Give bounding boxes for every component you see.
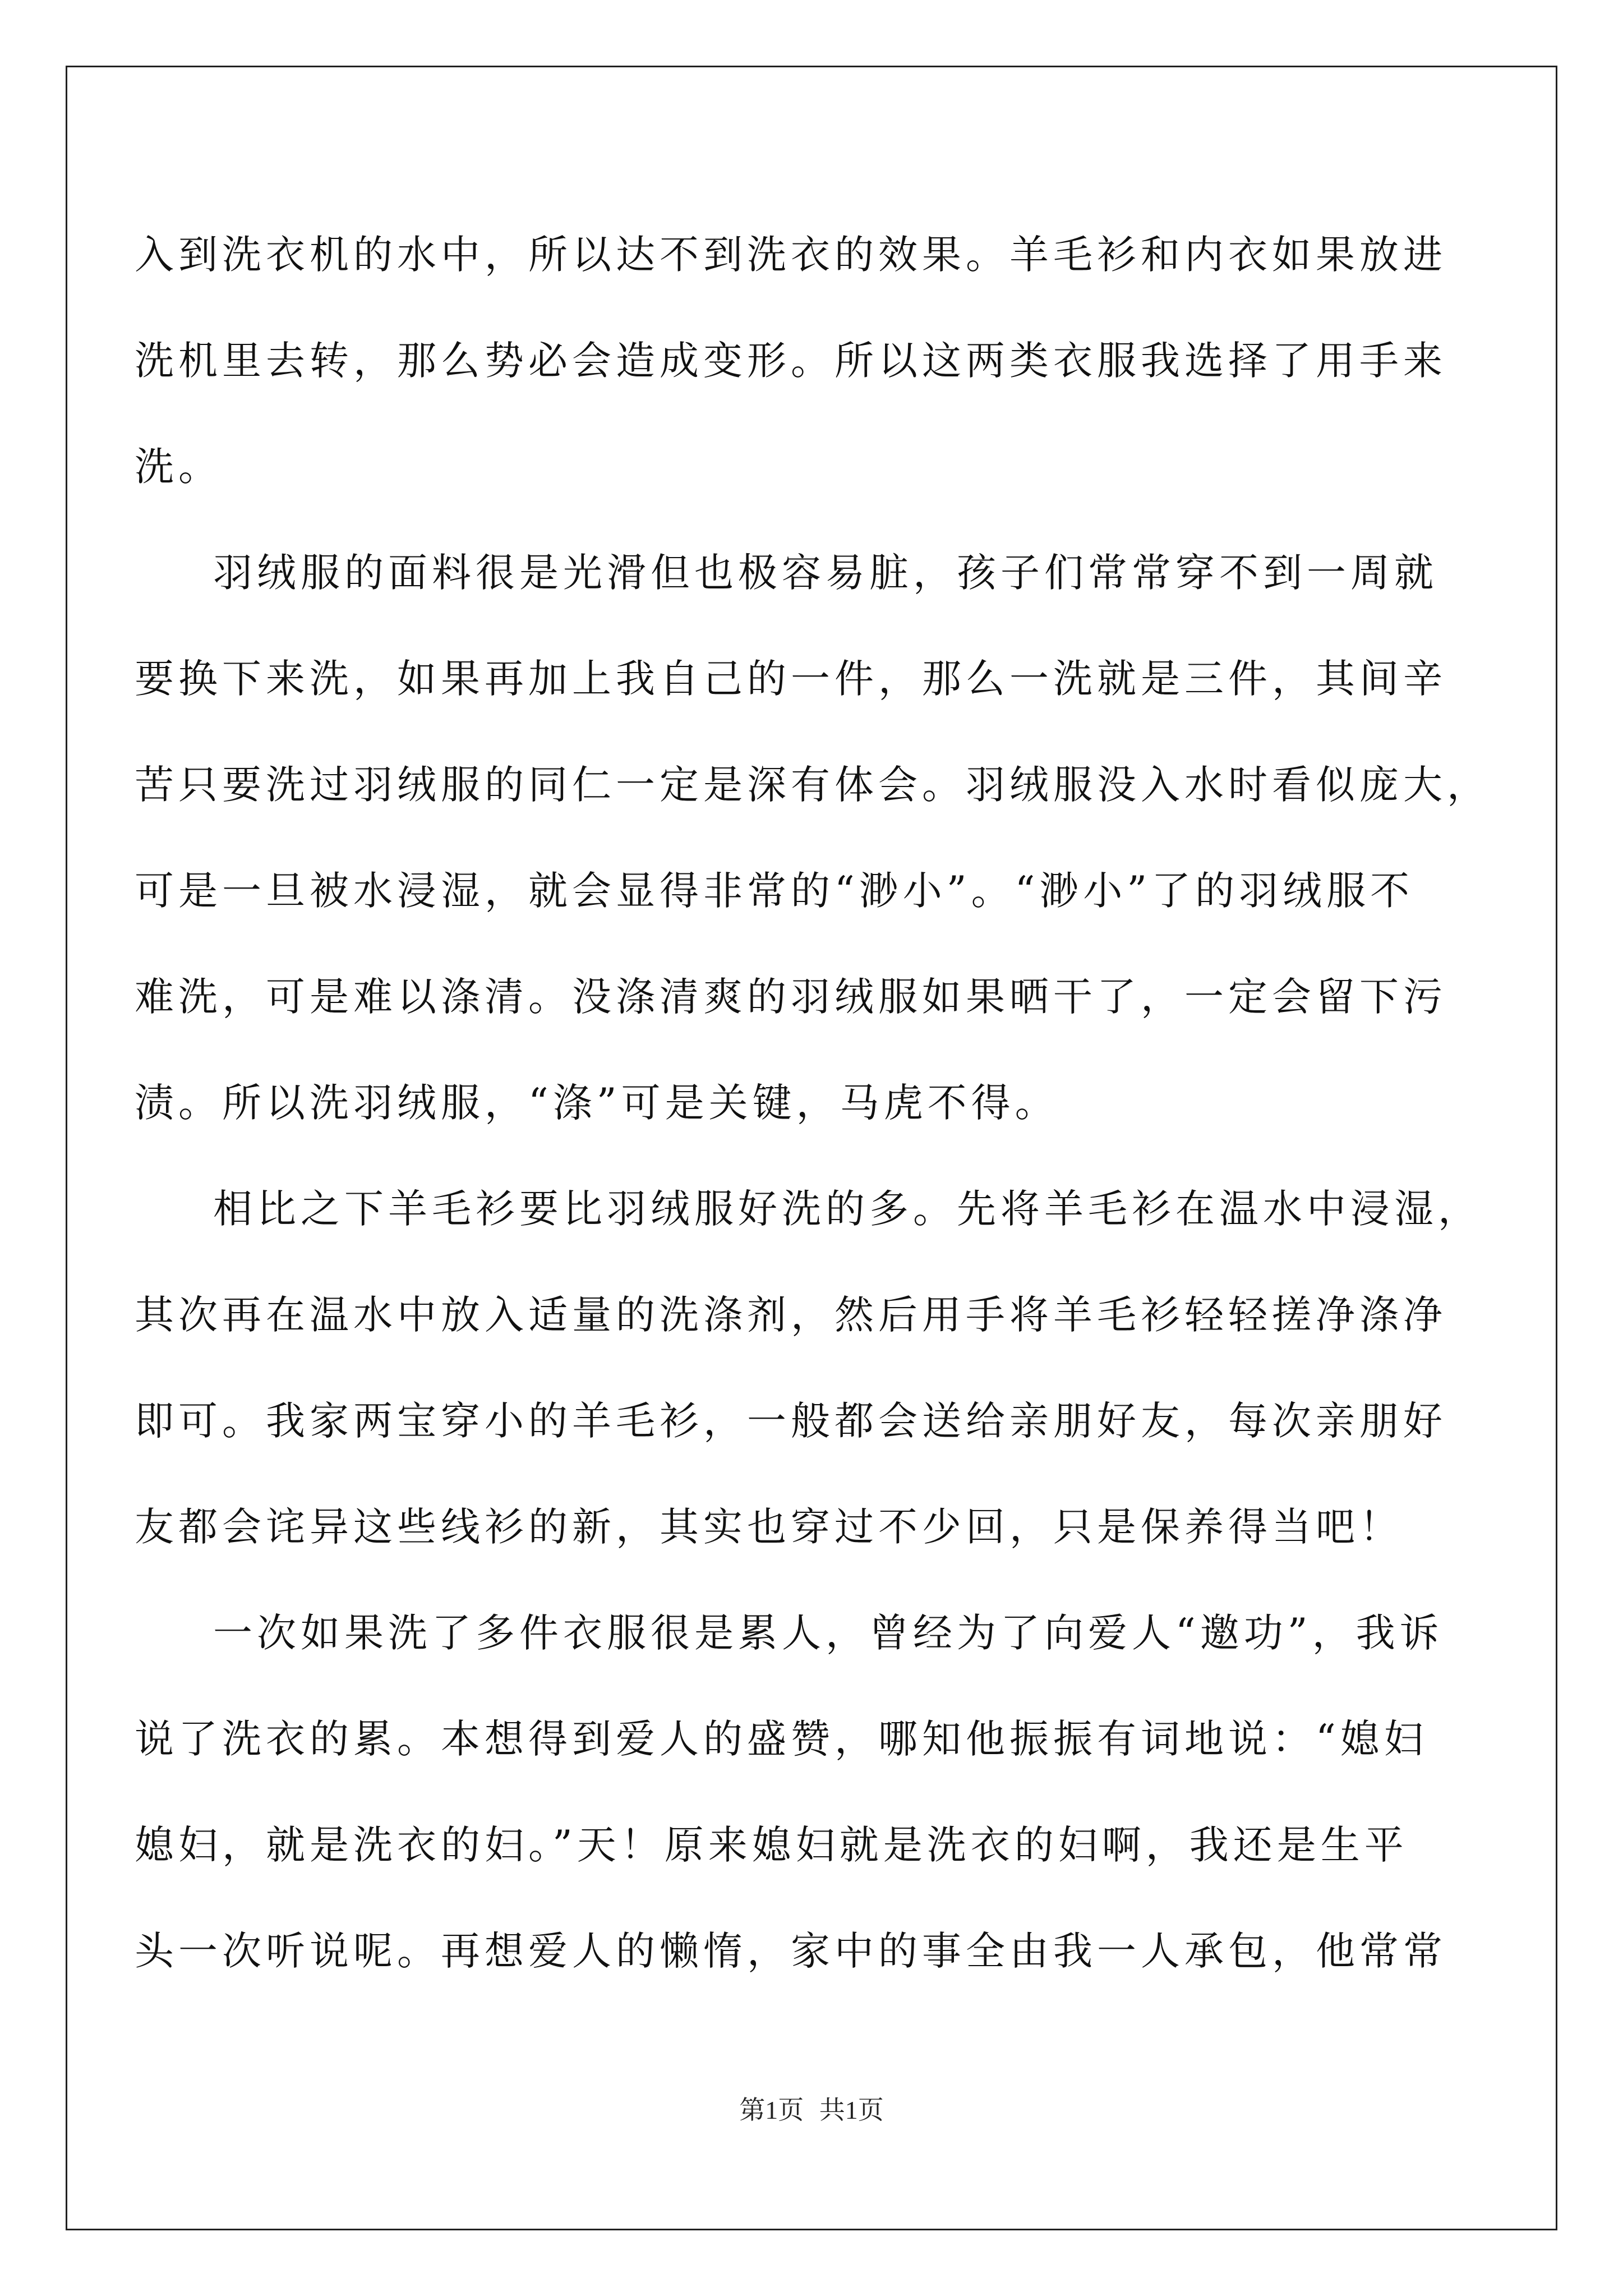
text-line: 媳妇，就是洗衣的妇。”天！原来媳妇就是洗衣的妇啊，我还是生平	[135, 1822, 1408, 1868]
paragraph-first-line: 相比之下羊毛衫要比羽绒服好洗的多。先将羊毛衫在温水中浸湿，	[213, 1186, 1482, 1232]
page-footer	[0, 2090, 1623, 2127]
page-total: 共1页	[819, 2096, 884, 2124]
text-line: 洗。	[135, 444, 222, 490]
text-line: 头一次听说呢。再想爱人的懒惰，家中的事全由我一人承包，他常常	[135, 1928, 1447, 1974]
text-line: 洗机里去转，那么势必会造成变形。所以这两类衣服我选择了用手来	[135, 338, 1447, 384]
text-line: 要换下来洗，如果再加上我自己的一件，那么一洗就是三件，其间辛	[135, 656, 1447, 702]
text-line: 渍。所以洗羽绒服，“涤”可是关键，马虎不得。	[135, 1080, 1059, 1126]
text-line: 入到洗衣机的水中，所以达不到洗衣的效果。羊毛衫和内衣如果放进	[135, 232, 1447, 278]
paragraph-first-line: 一次如果洗了多件衣服很是累人，曾经为了向爱人“邀功”，我诉	[213, 1610, 1444, 1656]
text-line: 苦只要洗过羽绒服的同仁一定是深有体会。羽绒服没入水时看似庞大，	[135, 762, 1491, 808]
text-line: 说了洗衣的累。本想得到爱人的盛赞，哪知他振振有词地说：“媳妇	[135, 1716, 1428, 1762]
page-number: 第1页	[739, 2096, 804, 2124]
text-line: 可是一旦被水浸湿，就会显得非常的“渺小”。“渺小”了的羽绒服不	[135, 868, 1414, 914]
document-body	[135, 202, 1491, 2004]
text-line: 友都会诧异这些线衫的新，其实也穿过不少回，只是保养得当吧！	[135, 1504, 1403, 1550]
text-line: 其次再在温水中放入适量的洗涤剂，然后用手将羊毛衫轻轻搓净涤净	[135, 1292, 1447, 1338]
paragraph-first-line: 羽绒服的面料很是光滑但也极容易脏，孩子们常常穿不到一周就	[213, 550, 1438, 596]
text-line: 难洗，可是难以涤清。没涤清爽的羽绒服如果晒干了，一定会留下污	[135, 974, 1447, 1020]
text-line: 即可。我家两宝穿小的羊毛衫，一般都会送给亲朋好友，每次亲朋好	[135, 1398, 1447, 1444]
